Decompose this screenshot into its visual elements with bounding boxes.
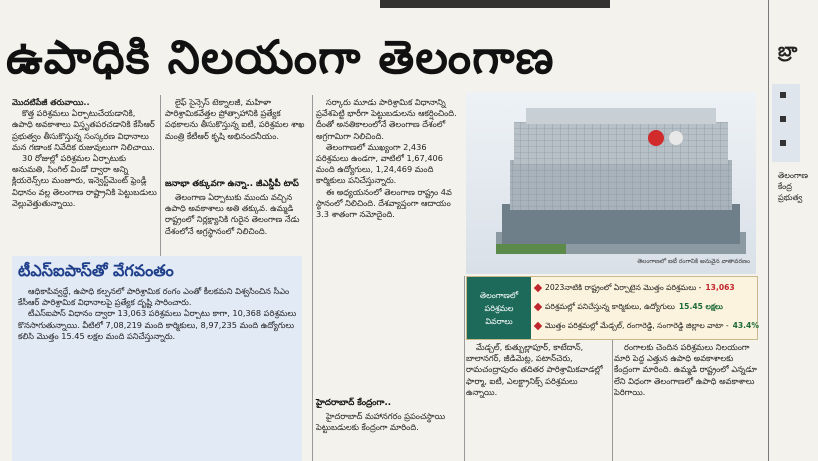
article-paragraph: రంగాలకు చెందిన పరిశ్రమలు నిలయంగా మారి పెద్ద ఎత్తున ఉపాధి అవకాశాలకు కేంద్రంగా మారింది. ఉమ్మడి రాష్ట్రంలో ఎన్నడూ లేని విధంగా తెలంగాణలో ఉపాధి అవకాశాలు పెరిగాయి. bbox=[614, 342, 757, 397]
article-paragraph: 30 రోజుల్లో పరిశ్రమల ఏర్పాటుకు అనుమతి, సింగిల్ విండో ద్వారా అన్ని క్లియరెన్స్‌లు మంజూరు, ఇన్వెస్ట్‌మెంట్ ఫ్రెండ్లీ విధానం వల్ల తెలంగాణ రాష్ట్రానికి పెట్టుబడులు వెల్లువెత్తుతున్నాయి. bbox=[12, 153, 157, 208]
building-photo bbox=[466, 92, 756, 274]
sidebar-heading: బ్రా bbox=[778, 40, 798, 61]
stats-label-line: పరిశ్రమల bbox=[484, 303, 514, 313]
column-3 bbox=[316, 97, 460, 395]
column-2-top bbox=[165, 97, 310, 177]
box-text bbox=[18, 286, 300, 461]
sidebar-text: తెలంగాణ కేంద్ర ప్రభుత్వ bbox=[778, 171, 808, 202]
column-divider bbox=[312, 95, 313, 461]
stat-text: మొత్తం పరిశ్రమల్లో మేడ్చల్, రంగారెడ్డి, సంగారెడ్డి జిల్లాల వాటా - bbox=[545, 321, 729, 330]
page-divider bbox=[768, 0, 769, 461]
stat-row bbox=[535, 298, 755, 316]
stat-value: 43.4% bbox=[732, 321, 759, 330]
stat-text: 2023నాటికి రాష్ట్రంలో ఏర్పాటైన మొత్తం పరిశ్రమలు - bbox=[545, 283, 702, 292]
column-3-bottom bbox=[316, 411, 460, 461]
pointer-icon bbox=[534, 284, 542, 292]
stat-text: పరిశ్రమల్లో పనిచేస్తున్న కార్మికులు, ఉద్యోగులు bbox=[545, 302, 675, 311]
bullet-icon bbox=[780, 116, 786, 122]
article-paragraph: సర్కారు మూడు పారిశ్రామిక విధానాన్ని ప్రవేశపెట్టి భారీగా పెట్టుబడులను ఆకర్షించింది. దీంతో అనతికాలంలోనే తెలంగాణ దేశంలో అగ్రగామిగా నిలిచింది. bbox=[316, 97, 457, 141]
column-3-subhead: హైదరాబాద్ కేంద్రంగా.. bbox=[316, 398, 391, 408]
column-divider bbox=[612, 340, 613, 461]
stat-row bbox=[535, 317, 759, 335]
stats-box bbox=[466, 276, 758, 340]
article-paragraph: కొత్త పరిశ్రమలు ఏర్పాటుచేయడానికి, ఉపాధి అవకాశాలు విస్తృతపరచడానికి కేసీఆర్ ప్రభుత్వం తీసుకొస్తున్న సంస్కరణ విధానాలు మన గణాంక నివేదిక రుజువులుగా నిలిచాయి. bbox=[12, 108, 155, 152]
article-paragraph: తెలంగాణలో ముఖ్యంగా 2,436 పరిశ్రమలు ఉండగా, వాటిలో 1,67,406 మంది ఉద్యోగులు, 1,24,469 మంది కార్మికులు పనిచేస్తున్నారు. bbox=[316, 141, 443, 186]
building-illustration bbox=[496, 104, 746, 254]
sidebar-box bbox=[772, 84, 800, 162]
column-2-bottom bbox=[165, 192, 310, 254]
masthead-strip bbox=[380, 0, 610, 8]
article-paragraph: ఆధికాపివ్వద్దే, ఉపాధి కల్పనలో పారిశ్రామిక రంగం ఎంతో కీలకమని విశ్వసించిన సీఎం కేసీఆర్ పారిశ్రామిక విధానాలపై ప్రత్యేక దృష్టి సారించారు. bbox=[18, 286, 290, 308]
stats-label bbox=[467, 277, 531, 339]
article-paragraph: లైఫ్ సైన్సెస్ టెక్నాలజీ, మహిళా పారిశ్రామికవేత్తల ప్రోత్సాహానికి ప్రత్యేక పథకాలను తీసుకొస్తున్న ఐటీ, పరిశ్రమల శాఖ మంత్రి కేటీఆర్ కృషి అభినందనీయం. bbox=[165, 97, 305, 141]
article-paragraph: తెలంగాణ ఏర్పాటుకు ముందు వచ్చిన ఉపాధి అవకాశాలు అతి తక్కువ. ఉమ్మడి రాష్ట్రంలో నిర్లక్ష్యానికి గురైన తెలంగాణ నేడు దేశంలోనే అగ్రస్థానంలో నిలిచింది. bbox=[165, 192, 300, 236]
article-paragraph: హైదరాబాద్ మహానగరం ప్రపంచస్థాయి పెట్టుబడులకు కేంద్రంగా మారింది. bbox=[316, 411, 446, 433]
stat-value: 15.45 లక్షలు bbox=[678, 302, 723, 311]
pointer-icon bbox=[534, 303, 542, 311]
bullet-icon bbox=[780, 92, 786, 98]
column-5 bbox=[614, 342, 759, 461]
sidebar-article bbox=[772, 0, 808, 461]
article-paragraph: టీఎస్ఐపాస్ విధానం ద్వారా 13,063 పరిశ్రమలు ఏర్పాటు కాగా, 10,368 పరిశ్రమలు కొనసాగుతున్నాయి. వీటిలో 7,08,219 మంది కార్మికులు, 8,97,235 మంది ఉద్యోగులు కలిసి మొత్తం 15.45 లక్షల మంది పనిచేస్తున్నారు. bbox=[18, 308, 297, 341]
stats-label-line: వివరాలు bbox=[485, 316, 513, 326]
article-paragraph: ఈ అధ్యయనంలో తెలంగాణ రాష్ట్రం 4వ స్థానంలో నిలిచింది. దేశవ్యాప్తంగా ఆదాయం 3.3 శాతంగా నమోదైంది. bbox=[316, 186, 452, 220]
continuation-lead: మొదటిపేజీ తరువాయి.. bbox=[12, 97, 90, 107]
stat-value: 13,063 bbox=[705, 283, 735, 292]
column-divider bbox=[464, 276, 465, 461]
column-2-subhead: జనాభా తక్కువగా ఉన్నా.. జీఎస్డీపీ టాప్ bbox=[165, 179, 299, 189]
column-1 bbox=[12, 97, 158, 253]
box-subhead: టీఎస్ఐపాస్‌తో వేగవంతం bbox=[18, 261, 174, 280]
bullet-icon bbox=[780, 140, 786, 146]
stats-label-line: తెలంగాణలో bbox=[479, 290, 519, 300]
column-4 bbox=[466, 342, 611, 461]
photo-caption: తెలంగాణలో ఐటీ రంగానికి అనువైన వాతావరణం bbox=[637, 258, 750, 265]
stat-row bbox=[535, 279, 755, 297]
pointer-icon bbox=[534, 322, 542, 330]
article-paragraph: మేడ్చల్, కుత్బుల్లాపూర్, కాటేదాన్, బాలానగర్, జీడిమెట్ల, పటాన్‌చెరు, రామచంద్రాపురం తదితర పారిశ్రామికవాడల్లో ఫార్మా, ఐటీ, ఎలక్ట్రానిక్స్ పరిశ్రమలు ఉన్నాయి. bbox=[466, 342, 603, 397]
headline: ఉపాధికి నిలయంగా తెలంగాణ bbox=[6, 30, 555, 84]
